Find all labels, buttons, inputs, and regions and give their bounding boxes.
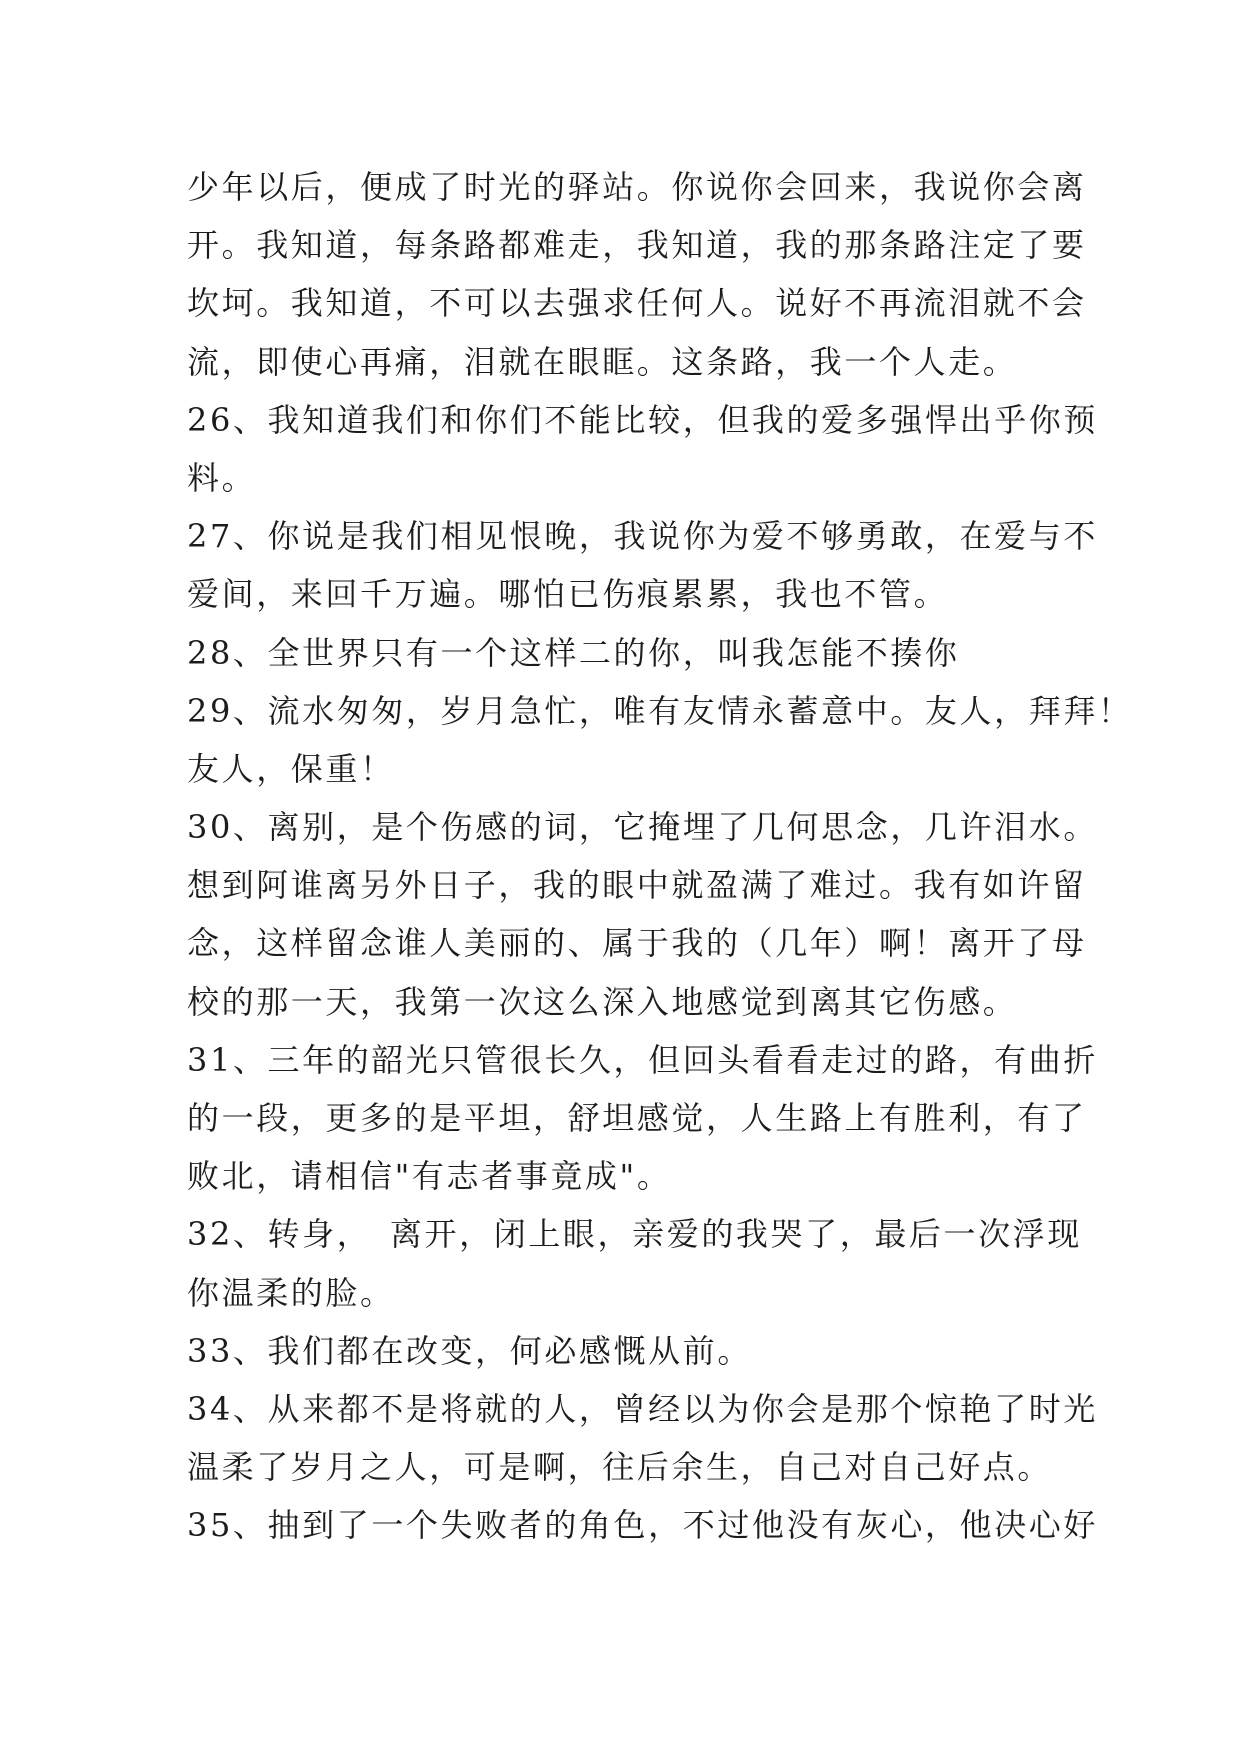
text-line: 33、我们都在改变，何必感慨从前。 <box>187 1331 752 1370</box>
text-line: 料。 <box>187 458 257 497</box>
text-line: 28、全世界只有一个这样二的你，叫我怎能不揍你 <box>187 633 960 672</box>
text-line: 想到阿谁离另外日子，我的眼中就盈满了难过。我有如许留 <box>187 866 1087 905</box>
text-line: 你温柔的脸。 <box>187 1273 395 1312</box>
text-line: 的一段，更多的是平坦，舒坦感觉，人生路上有胜利，有了 <box>187 1099 1087 1137</box>
text-line: 32、转身， 离开，闭上眼，亲爱的我哭了，最后一次浮现 <box>187 1215 1082 1254</box>
text-line: 流，即使心再痛，泪就在眼眶。这条路，我一个人走。 <box>187 342 1018 381</box>
text-line: 友人，保重！ <box>187 749 395 788</box>
text-line: 27、你说是我们相见恨晚，我说你为爱不够勇敢，在爱与不 <box>187 517 1098 556</box>
text-line: 爱间，来回千万遍。哪怕已伤痕累累，我也不管。 <box>187 575 949 614</box>
text-line: 坎坷。我知道，不可以去强求任何人。说好不再流泪就不会 <box>187 284 1087 323</box>
text-line: 30、离别，是个伤感的词，它掩埋了几何思念，几许泪水。 <box>187 808 1098 847</box>
text-line: 29、流水匆匆，岁月急忙，唯有友情永蓄意中。友人，拜拜！ <box>187 691 1133 730</box>
text-line: 温柔了岁月之人，可是啊，往后余生，自己对自己好点。 <box>187 1448 1053 1487</box>
text-line: 少年以后，便成了时光的驿站。你说你会回来，我说你会离 <box>187 168 1087 206</box>
text-line: 31、三年的韶光只管很长久，但回头看看走过的路，有曲折 <box>187 1040 1098 1079</box>
text-line: 34、从来都不是将就的人，曾经以为你会是那个惊艳了时光 <box>187 1389 1098 1428</box>
text-line: 35、抽到了一个失败者的角色，不过他没有灰心，他决心好 <box>187 1506 1098 1545</box>
text-line: 败北，请相信"有志者事竟成"。 <box>187 1157 672 1196</box>
body-text <box>187 158 1133 1555</box>
text-line: 26、我知道我们和你们不能比较，但我的爱多强悍出乎你预 <box>187 400 1098 439</box>
text-line: 开。我知道，每条路都难走，我知道，我的那条路注定了要 <box>187 226 1087 265</box>
text-line: 念，这样留念谁人美丽的、属于我的（几年）啊！离开了母 <box>187 924 1087 963</box>
text-line: 校的那一天，我第一次这么深入地感觉到离其它伤感。 <box>187 982 1018 1021</box>
